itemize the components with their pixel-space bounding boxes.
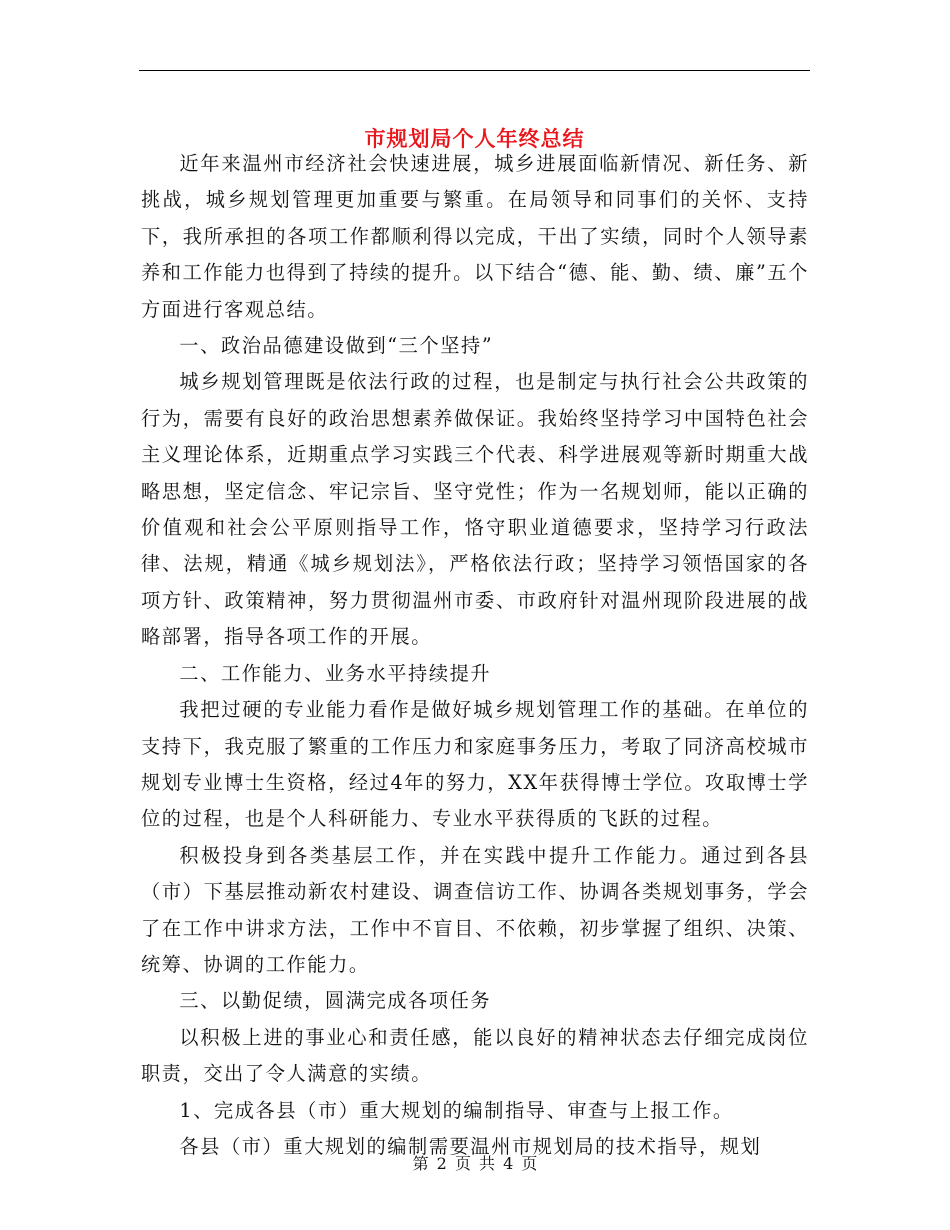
page-title: 市规划局个人年终总结 xyxy=(364,126,585,152)
paragraph-professional: 我把过硬的专业能力看作是做好城乡规划管理工作的基础。在单位的支持下，我克服了繁重的工作压力和家庭事务压力，考取了同济高校城市规划专业博士生资格，经过4年的努力，XX年获得博士学位。攻取博士学位的过程，也是个人科研能力、专业水平获得质的飞跃的过程。 xyxy=(141,698,809,831)
subsection-heading-1: 1、完成各县（市）重大规划的编制指导、审查与上报工作。 xyxy=(179,1098,734,1122)
section-heading-3: 三、以勤促绩，圆满完成各项任务 xyxy=(179,989,492,1013)
paragraph-grassroots: 积极投身到各类基层工作，并在实践中提升工作能力。通过到各县（市）下基层推动新农村建设、调查信访工作、协调各类规划事务，学会了在工作中讲求方法，工作中不盲目、不依赖，初步掌握了组织、决策、统筹、协调的工作能力。 xyxy=(141,843,809,976)
document-body xyxy=(141,146,809,1165)
section-heading-1: 一、政治品德建设做到“三个坚持” xyxy=(179,334,494,358)
paragraph-political: 城乡规划管理既是依法行政的过程，也是制定与执行社会公共政策的行为，需要有良好的政治思想素养做保证。我始终坚持学习中国特色社会主义理论体系，近期重点学习实践三个代表、科学进展观等新时期重大战略思想，坚定信念、牢记宗旨、坚守党性；作为一名规划师，能以正确的价值观和社会公平原则指导工作，恪守职业道德要求，坚持学习行政法律、法规，精通《城乡规划法》，严格依法行政；坚持学习领悟国家的各项方针、政策精神，努力贯彻温州市委、市政府针对温州现阶段进展的战略部署，指导各项工作的开展。 xyxy=(141,370,809,649)
paragraph-planning: 各县（市）重大规划的编制需要温州市规划局的技术指导，规划 xyxy=(179,1134,762,1158)
page-footer: 第 2 页 共 4 页 xyxy=(412,1154,538,1173)
paragraph-intro: 近年来温州市经济社会快速进展，城乡进展面临新情况、新任务、新挑战，城乡规划管理更加重要与繁重。在局领导和同事们的关怀、支持下，我所承担的各项工作都顺利得以完成，干出了实绩，同时个人领导素养和工作能力也得到了持续的提升。以下结合“德、能、勤、绩、廉”五个方面进行客观总结。 xyxy=(141,152,809,321)
paragraph-diligence: 以积极上进的事业心和责任感，能以良好的精神状态去仔细完成岗位职责，交出了令人满意的实绩。 xyxy=(141,1025,809,1086)
header-rule xyxy=(139,70,810,71)
section-heading-2: 二、工作能力、业务水平持续提升 xyxy=(179,661,492,685)
